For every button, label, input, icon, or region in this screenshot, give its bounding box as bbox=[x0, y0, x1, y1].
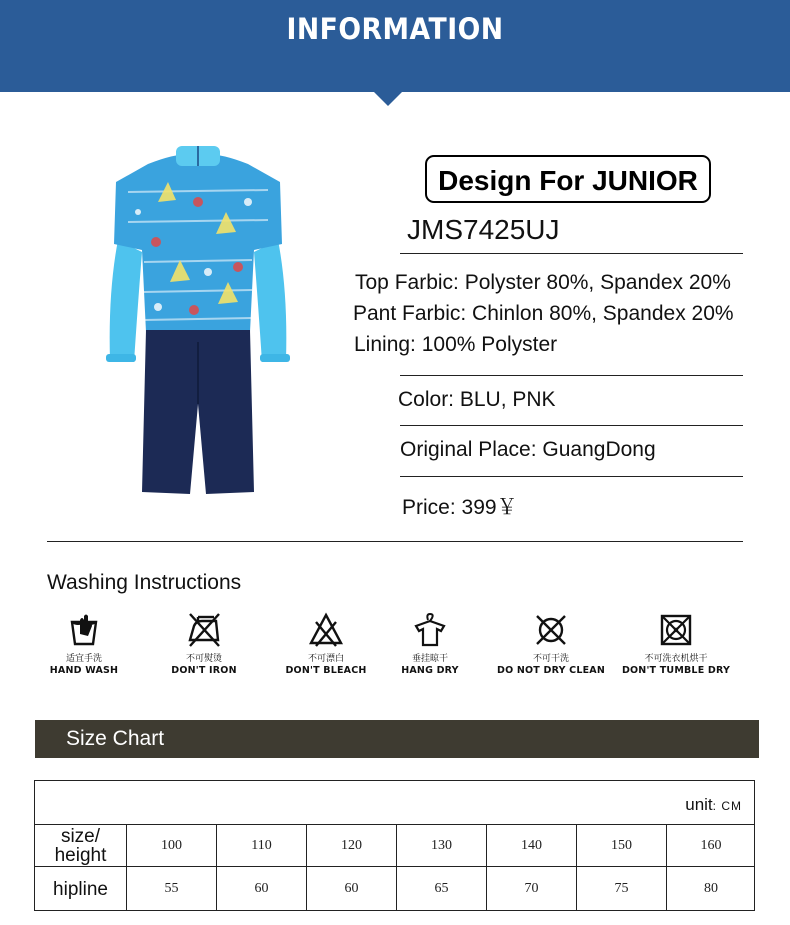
table-cell: 160 bbox=[666, 825, 755, 866]
table-cell: 150 bbox=[576, 825, 666, 866]
wash-item-hand-wash bbox=[19, 612, 149, 677]
divider bbox=[400, 476, 743, 477]
wash-cn-label: 不可漂白 bbox=[307, 654, 344, 664]
unit-row bbox=[35, 781, 754, 825]
wash-cn-label: 不可干洗 bbox=[532, 654, 569, 664]
lining-text: Lining: 100% Polyster bbox=[354, 333, 558, 356]
table-cell: 55 bbox=[126, 867, 216, 911]
wash-item-no-iron bbox=[139, 612, 269, 677]
size-chart-title: Size Chart bbox=[66, 727, 165, 750]
row-header-line: height bbox=[54, 844, 107, 866]
table-cell: 120 bbox=[306, 825, 396, 866]
design-for-junior-label bbox=[425, 155, 711, 203]
wash-en-label: DON'T BLEACH bbox=[285, 665, 367, 676]
unit-value: : CM bbox=[712, 799, 742, 813]
banner-title: INFORMATION bbox=[286, 12, 504, 46]
table-row-size bbox=[35, 825, 754, 867]
washing-instructions-title: Washing Instructions bbox=[47, 571, 242, 594]
no-bleach-icon bbox=[308, 612, 344, 648]
table-cell: 140 bbox=[486, 825, 576, 866]
model-number: JMS7425UJ bbox=[407, 214, 560, 245]
unit-label-text: unit bbox=[685, 795, 713, 814]
table-cell: 110 bbox=[216, 825, 306, 866]
wash-item-no-tumble-dry bbox=[611, 612, 741, 677]
banner-notch bbox=[373, 91, 403, 106]
row-header-hipline: hipline bbox=[53, 878, 108, 900]
table-cell: 70 bbox=[486, 867, 576, 911]
top-fabric-text: Top Farbic: Polyster 80%, Spandex 20% bbox=[355, 271, 731, 294]
size-table bbox=[34, 780, 755, 911]
wash-item-hang-dry bbox=[365, 612, 495, 677]
wash-en-label: DON'T IRON bbox=[171, 665, 237, 676]
product-image bbox=[98, 142, 298, 500]
row-header-size-height bbox=[35, 825, 126, 866]
hand-wash-icon bbox=[66, 612, 102, 648]
no-dry-clean-icon bbox=[533, 612, 569, 648]
hang-dry-icon bbox=[412, 612, 448, 648]
table-cell: 60 bbox=[306, 867, 396, 911]
wash-cn-label: 垂挂晾干 bbox=[411, 654, 448, 664]
unit-label bbox=[685, 795, 742, 815]
no-iron-icon bbox=[186, 612, 222, 648]
table-cell: 65 bbox=[396, 867, 486, 911]
table-cell: 80 bbox=[666, 867, 755, 911]
row-header-line: size/ bbox=[60, 825, 101, 847]
design-label-text: Design For JUNIOR bbox=[438, 165, 698, 196]
divider bbox=[400, 425, 743, 426]
wash-en-label: DON'T TUMBLE DRY bbox=[621, 665, 731, 676]
origin-text: Original Place: GuangDong bbox=[400, 438, 656, 461]
no-tumble-dry-icon bbox=[658, 612, 694, 648]
table-cell: 100 bbox=[126, 825, 216, 866]
wash-cn-label: 不可熨烫 bbox=[185, 654, 222, 664]
wash-cn-label: 适宜手洗 bbox=[65, 654, 102, 664]
table-cell: 130 bbox=[396, 825, 486, 866]
table-row-hipline bbox=[35, 867, 754, 911]
table-cell: 75 bbox=[576, 867, 666, 911]
divider bbox=[400, 253, 743, 254]
section-divider bbox=[47, 541, 743, 542]
wash-item-no-dry-clean bbox=[486, 612, 616, 677]
wash-en-label: HANG DRY bbox=[401, 665, 459, 676]
pant-fabric-text: Pant Farbic: Chinlon 80%, Spandex 20% bbox=[353, 302, 734, 325]
wash-en-label: DO NOT DRY CLEAN bbox=[497, 665, 605, 676]
wash-cn-label: 不可洗衣机烘干 bbox=[644, 654, 708, 664]
header-banner bbox=[0, 0, 790, 92]
color-text: Color: BLU, PNK bbox=[398, 388, 556, 411]
price-text: Price: 399￥ bbox=[402, 496, 518, 519]
divider bbox=[400, 375, 743, 376]
size-chart-header bbox=[35, 720, 759, 758]
table-cell: 60 bbox=[216, 867, 306, 911]
wash-en-label: HAND WASH bbox=[49, 665, 119, 676]
